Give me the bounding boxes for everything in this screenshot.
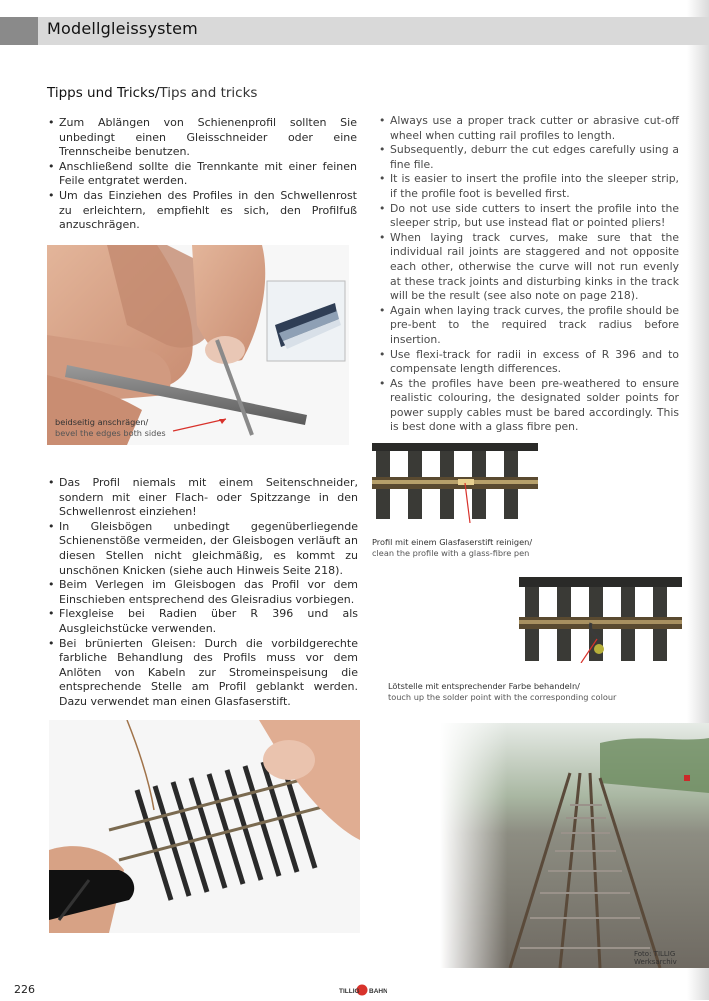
caption-solder bbox=[388, 681, 616, 703]
svg-text:BAHN: BAHN bbox=[369, 988, 387, 995]
header-bar bbox=[0, 17, 709, 45]
logo-mark bbox=[337, 983, 387, 997]
list-item: • Do not use side cutters to insert the profile into the sleeper strip, but use instead flat or pointed pliers! bbox=[378, 202, 679, 231]
list-item: • As the profiles have been pre-weathered to ensure realistic colouring, the designated solder points for power supply cables must be bared accordingly. This is best done with a glass fibre pen. bbox=[378, 377, 679, 435]
track-solder-illustration bbox=[519, 577, 682, 663]
header-accent-block bbox=[0, 17, 38, 45]
list-item: • Again when laying track curves, the profile should be pre-bent to the required track radius before insertion. bbox=[378, 304, 679, 348]
railway-illustration bbox=[440, 723, 709, 968]
page-number: 226 bbox=[14, 983, 35, 996]
list-item: • When laying track curves, make sure that the individual rail joints are staggered and not opposite each other, otherwise the curve will not run evenly at these track joints and disturbing kinks in the track will be the result (see also note on page 218). bbox=[378, 231, 679, 304]
photo-bevel-profile bbox=[47, 245, 349, 445]
section-title bbox=[47, 85, 257, 101]
tillig-bahn-logo bbox=[337, 982, 387, 996]
caption-solder-en: touch up the solder point with the corresponding colour bbox=[388, 692, 617, 702]
track-clean-illustration bbox=[372, 443, 538, 523]
pliers-track-illustration bbox=[49, 720, 360, 933]
list-item: • Always use a proper track cutter or abrasive cut-off wheel when cutting rail profiles to length. bbox=[378, 114, 679, 143]
photo-pliers-track bbox=[49, 720, 360, 933]
page-header-title: Modellgleissystem bbox=[47, 19, 198, 38]
arrow-pointer bbox=[171, 415, 231, 435]
photo-credit: Foto: TILLIG Werksarchiv bbox=[634, 950, 677, 966]
list-item: • Anschließend sollte die Trennkante mit einer feinen Feile entgratet werden. bbox=[47, 160, 357, 189]
list-item: • Zum Ablängen von Schienenprofil sollten Sie unbedingt einen Gleisschneider oder eine Trennscheibe benutzen. bbox=[47, 116, 357, 160]
caption-clean bbox=[372, 537, 532, 559]
tips-list-en bbox=[378, 114, 679, 435]
photo-railway-yard bbox=[440, 723, 709, 968]
list-item: • Subsequently, deburr the cut edges carefully using a fine file. bbox=[378, 143, 679, 172]
list-item: • In Gleisbögen unbedingt gegenüberliegende Schienenstöße vermeiden, der Gleisbogen verläuft an diesen Stellen nicht gleichmäßig, es kommt zu unschönen Knicken (siehe auch Hinweis Seite 218). bbox=[47, 520, 358, 578]
list-item: • Use flexi-track for radii in excess of R 396 and to compensate length differences. bbox=[378, 348, 679, 377]
caption-bevel-de: beidseitig anschrägen/ bbox=[55, 417, 149, 427]
list-item: • Um das Einziehen des Profiles in den Schwellenrost zu erleichtern, empfiehlt es sich, den Profilfuß anzuschrägen. bbox=[47, 189, 357, 233]
caption-bevel bbox=[55, 417, 166, 439]
caption-solder-de: Lötstelle mit entsprechender Farbe behandeln/ bbox=[388, 681, 580, 691]
section-title-de: Tipps und Tricks bbox=[47, 85, 155, 101]
photo-track-clean bbox=[372, 443, 538, 523]
tips-list-de-top bbox=[47, 116, 357, 233]
list-item: • It is easier to insert the profile into the sleeper strip, if the profile foot is bevelled first. bbox=[378, 172, 679, 201]
caption-clean-de: Profil mit einem Glasfaserstift reinigen/ bbox=[372, 537, 533, 547]
list-item: • Das Profil niemals mit einem Seitenschneider, sondern mit einer Flach- oder Spitzzange in den Schwellenrost einziehen! bbox=[47, 476, 358, 520]
tips-list-de-bottom bbox=[47, 476, 358, 710]
list-item: • Beim Verlegen im Gleisbogen das Profil vor dem Einschieben entsprechend des Gleisradius vorbiegen. bbox=[47, 578, 358, 607]
svg-text:TILLIG: TILLIG bbox=[339, 988, 360, 995]
caption-clean-en: clean the profile with a glass-fibre pen bbox=[372, 548, 530, 558]
list-item: • Flexgleise bei Radien über R 396 und als Ausgleichstücke verwenden. bbox=[47, 607, 358, 636]
list-item: • Bei brünierten Gleisen: Durch die vorbildgerechte farbliche Behandlung des Profils muss vor dem Anlöten von Kabeln zur Stromeinspeisung die entsprechende Stelle am Profil geblankt werden. Dazu verwendet man einen Glasfaserstift. bbox=[47, 637, 358, 710]
section-title-en: Tips and tricks bbox=[159, 85, 258, 101]
section-title-separator: / bbox=[154, 85, 160, 101]
photo-track-solder bbox=[519, 577, 682, 663]
caption-bevel-en: bevel the edges both sides bbox=[55, 428, 166, 438]
